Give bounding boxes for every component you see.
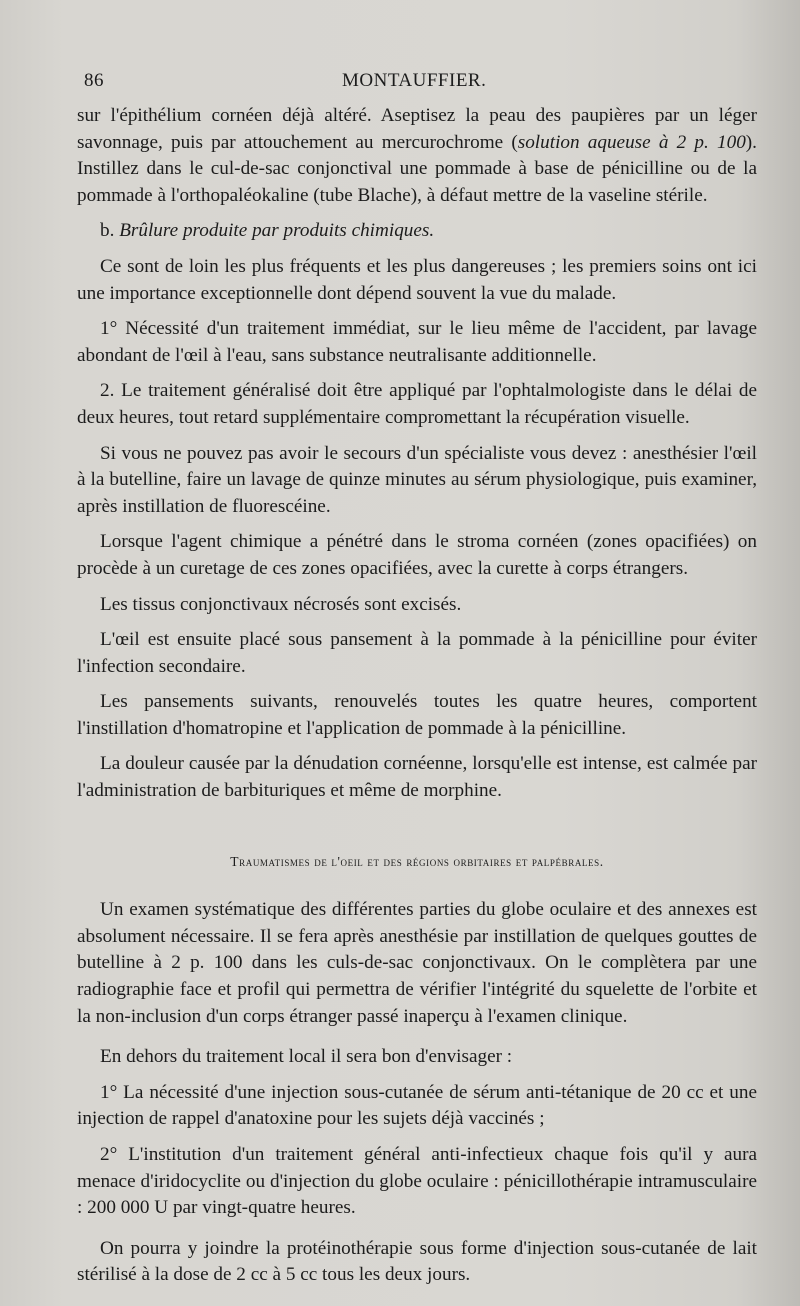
running-title: MONTAUFFIER. [342,70,487,91]
paragraph-10: Les pansements suivants, renouvelés toutes les quatre heures, comportent l'instillation d'homatropine et l'application de pommade à la pénicilline. [77,691,757,739]
paragraph-6: Si vous ne pouvez pas avoir le secours d'un spécialiste vous devez : anesthésier l'œil à la butelline, faire un lavage de quinze minutes au sérum physiologique, puis examiner, après instillation de fluorescéine. [77,442,757,517]
paragraph-15: 2° L'institution d'un traitement général anti-infectieux chaque fois qu'il y aura menace d'iridocyclite ou d'injection du globe oculaire : pénicillothérapie intramusculaire : 200 000 U par vingt-quatre heures. [77,1144,757,1219]
paragraph-14: 1° La nécessité d'une injection sous-cutanée de sérum anti-tétanique de 20 cc et une injection de rappel d'anatoxine pour les sujets déjà vaccinés ; [77,1081,757,1130]
page-body [77,103,757,1289]
paragraph-13: En dehors du traitement local il sera bon d'envisager : [100,1046,513,1068]
paragraph-16: On pourra y joindre la protéinothérapie sous forme d'injection sous-cutanée de lait stérilisé à la dose de 2 cc à 5 cc tous les deux jours. [77,1237,757,1286]
italic-note: solution aqueuse à 2 p. 100 [517,131,746,153]
paragraph-8: Les tissus conjonctivaux nécrosés sont excisés. [100,593,462,615]
subheading-b: b. Brûlure produite par produits chimiques. [100,220,435,242]
paragraph-1: sur l'épithélium cornéen déjà altéré. Aseptisez la peau des paupières par un léger savonnage, puis par attouchement au mercurochrome (solution aqueuse à 2 p. 100). Instillez dans le cul-de-sac conjonctival une pommade à base de pénicilline ou de la pommade à l'orthopaléokaline (tube Blache), à défaut mettre de la vaseline stérile. [77,105,757,206]
paragraph-11: La douleur causée par la dénudation cornéenne, lorsqu'elle est intense, est calmée par l'administration de barbituriques et même de morphine. [77,753,757,802]
paragraph-5: 2. Le traitement généralisé doit être appliqué par l'ophtalmologiste dans le délai de deux heures, tout retard supplémentaire compromettant la récupération visuelle. [77,380,757,428]
paragraph-9: L'œil est ensuite placé sous pansement à la pommade à la pénicilline pour éviter l'infection secondaire. [77,629,757,677]
section-title: Traumatismes de l'oeil et des régions orbitaires et palpébrales. [230,853,604,869]
paragraph-3: Ce sont de loin les plus fréquents et les plus dangereuses ; les premiers soins ont ici une importance exceptionnelle dont dépend souvent la vue du malade. [77,255,757,304]
paragraph-4: 1° Nécessité d'un traitement immédiat, sur le lieu même de l'accident, par lavage abondant de l'œil à l'eau, sans substance neutralisante additionnelle. [77,318,757,366]
page-number: 86 [84,70,104,91]
paragraph-12: Un examen systématique des différentes parties du globe oculaire et des annexes est absolument nécessaire. Il se fera après anesthésie par instillation de quelques gouttes de butelline à 2 p. 100 dans les culs-de-sac conjonctivaux. On le complètera par une radiographie face et profil qui permettra de vérifier l'intégrité du squelette de l'orbite et la non-inclusion d'un corps étranger passé inaperçu à l'examen clinique. [77,899,757,1027]
paragraph-7: Lorsque l'agent chimique a pénétré dans le stroma cornéen (zones opacifiées) on procède à un curetage de ces zones opacifiées, avec la curette à corps étrangers. [77,531,757,579]
